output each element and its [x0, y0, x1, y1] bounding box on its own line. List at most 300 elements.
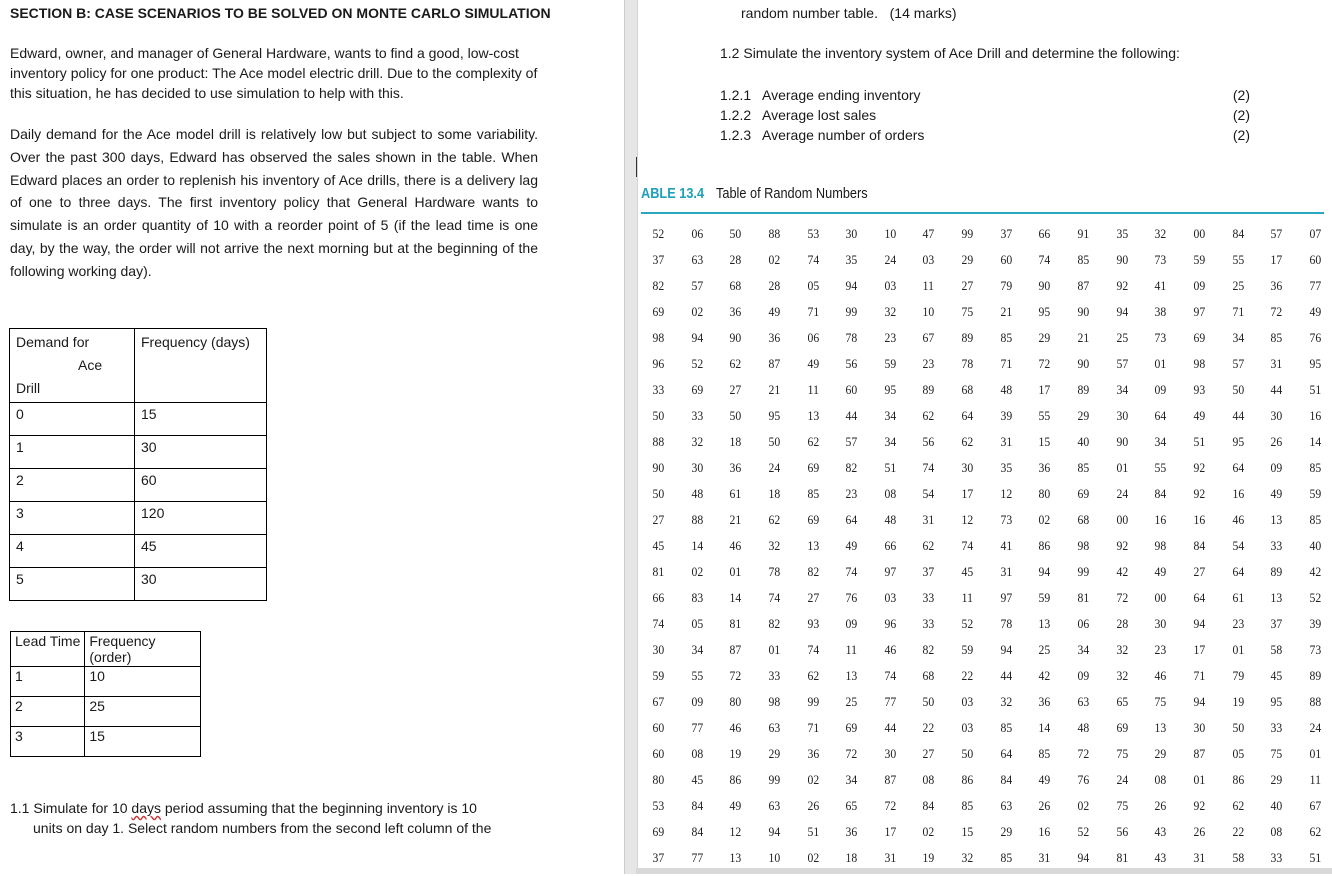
random-number-cell: 13: [1038, 616, 1051, 631]
random-number-cell: 55: [1038, 408, 1051, 423]
random-number-cell: 16: [1154, 512, 1167, 527]
random-number-cell: 36: [807, 746, 819, 761]
random-number-cell: 33: [768, 668, 781, 683]
random-number-cell: 14: [1038, 720, 1051, 735]
random-number-cell: 15: [1038, 434, 1051, 449]
random-number-cell: 64: [1232, 460, 1244, 475]
demand-cell: 4: [10, 535, 135, 568]
random-number-cell: 43: [1154, 850, 1167, 865]
random-number-cell: 24: [884, 252, 897, 267]
random-number-cell: 82: [922, 642, 935, 657]
random-number-cell: 00: [1154, 590, 1167, 605]
random-number-cell: 86: [1038, 538, 1051, 553]
random-number-cell: 62: [1232, 798, 1244, 813]
random-number-cell: 40: [1077, 434, 1090, 449]
random-number-cell: 73: [1154, 252, 1167, 267]
table-row: [10, 469, 267, 502]
random-number-cell: 51: [807, 824, 819, 839]
random-number-cell: 79: [1232, 668, 1244, 683]
random-number-cell: 94: [845, 278, 858, 293]
header-frequency: Frequency (days): [135, 329, 267, 403]
random-number-cell: 27: [1193, 564, 1206, 579]
table-row: [10, 502, 267, 535]
random-number-cell: 38: [1154, 304, 1167, 319]
random-number-cell: 06: [1077, 616, 1090, 631]
random-number-cell: 02: [922, 824, 935, 839]
random-number-cell: 85: [1309, 460, 1322, 475]
random-number-cell: 06: [691, 226, 703, 241]
random-number-cell: 50: [729, 226, 742, 241]
random-number-cell: 95: [1309, 356, 1322, 371]
random-number-cell: 93: [1193, 382, 1206, 397]
random-number-cell: 60: [1000, 252, 1012, 267]
random-number-cell: 11: [807, 382, 819, 397]
random-number-cell: 45: [961, 564, 974, 579]
random-number-cell: 37: [1270, 616, 1283, 631]
random-number-cell: 05: [807, 278, 819, 293]
random-number-cell: 09: [845, 616, 858, 631]
random-number-cell: 19: [729, 746, 742, 761]
random-number-cell: 11: [961, 590, 974, 605]
random-number-cell: 29: [768, 746, 781, 761]
random-number-cell: 77: [884, 694, 897, 709]
random-number-cell: 30: [1270, 408, 1283, 423]
table-row: [10, 403, 267, 436]
random-number-cell: 53: [652, 798, 665, 813]
frequency-cell: 15: [135, 403, 267, 436]
random-number-cell: 31: [1038, 850, 1051, 865]
random-number-cell: 03: [961, 720, 974, 735]
random-number-cell: 30: [884, 746, 897, 761]
random-number-cell: 72: [845, 746, 858, 761]
random-number-cell: 88: [768, 226, 781, 241]
random-number-cell: 62: [807, 434, 819, 449]
random-number-cell: 49: [1309, 304, 1322, 319]
random-number-cell: 46: [1232, 512, 1244, 527]
random-number-cell: 80: [1038, 486, 1051, 501]
random-number-cell: 49: [1270, 486, 1283, 501]
random-number-cell: 69: [652, 304, 665, 319]
sub-question-1-2-3: [720, 125, 1250, 145]
random-number-cell: 75: [1116, 798, 1128, 813]
random-number-cell: 36: [768, 330, 781, 345]
random-number-cell: 13: [845, 668, 858, 683]
random-number-cell: 97: [1193, 304, 1206, 319]
random-number-cell: 93: [807, 616, 819, 631]
sub-number: 1.2.2: [720, 107, 752, 123]
random-number-cell: 27: [961, 278, 974, 293]
random-number-cell: 31: [1000, 564, 1012, 579]
random-number-cell: 82: [845, 460, 858, 475]
random-number-cell: 74: [1038, 252, 1051, 267]
random-number-cell: 07: [1309, 226, 1322, 241]
random-number-cell: 15: [961, 824, 974, 839]
random-number-cell: 30: [1154, 616, 1167, 631]
random-number-cell: 17: [1270, 252, 1283, 267]
frequency-cell: 30: [135, 436, 267, 469]
random-number-cell: 26: [1193, 824, 1206, 839]
random-number-cell: 26: [1270, 434, 1283, 449]
random-number-cell: 61: [1232, 590, 1244, 605]
random-number-cell: 71: [1232, 304, 1244, 319]
random-number-cell: 56: [922, 434, 935, 449]
lead-time-cell: 2: [11, 697, 85, 727]
random-number-cell: 94: [1000, 642, 1012, 657]
random-number-cell: 44: [1232, 408, 1244, 423]
random-number-cell: 49: [845, 538, 858, 553]
random-number-cell: 94: [1038, 564, 1051, 579]
random-number-cell: 82: [768, 616, 781, 631]
lead-time-table: [10, 631, 201, 757]
random-number-cell: 24: [1116, 486, 1128, 501]
table-header-row: [10, 329, 267, 403]
sub-label: Average ending inventory: [762, 87, 921, 103]
random-number-cell: 57: [691, 278, 703, 293]
random-number-cell: 61: [729, 486, 742, 501]
random-number-cell: 31: [1000, 434, 1012, 449]
random-number-cell: 24: [1116, 772, 1128, 787]
caption-number: ABLE 13.4: [641, 185, 705, 202]
random-number-cell: 31: [1193, 850, 1206, 865]
random-number-cell: 50: [961, 746, 974, 761]
random-number-cell: 94: [1077, 850, 1090, 865]
random-number-cell: 09: [1154, 382, 1167, 397]
random-number-cell: 54: [1232, 538, 1244, 553]
random-number-cell: 44: [1000, 668, 1012, 683]
random-number-cell: 33: [1270, 720, 1283, 735]
random-number-cell: 01: [1193, 772, 1206, 787]
random-number-cell: 82: [652, 278, 665, 293]
random-number-cell: 24: [1309, 720, 1322, 735]
random-number-cell: 97: [1000, 590, 1012, 605]
random-number-cell: 37: [922, 564, 935, 579]
random-number-cell: 00: [1116, 512, 1128, 527]
random-number-cell: 80: [729, 694, 742, 709]
random-number-cell: 91: [1077, 226, 1090, 241]
random-number-cell: 84: [1154, 486, 1167, 501]
random-number-cell: 94: [768, 824, 781, 839]
random-number-cell: 84: [1232, 226, 1244, 241]
random-number-cell: 99: [1077, 564, 1090, 579]
random-number-cell: 09: [1077, 668, 1090, 683]
random-number-cell: 59: [1193, 252, 1206, 267]
random-number-cell: 29: [961, 252, 974, 267]
random-number-cell: 66: [884, 538, 897, 553]
random-number-cell: 65: [1116, 694, 1128, 709]
random-number-cell: 49: [729, 798, 742, 813]
random-number-cell: 52: [961, 616, 974, 631]
random-number-cell: 36: [729, 304, 742, 319]
random-number-cell: 84: [1000, 772, 1012, 787]
random-number-cell: 68: [961, 382, 974, 397]
random-number-cell: 99: [807, 694, 819, 709]
random-number-cell: 12: [1000, 486, 1012, 501]
random-number-cell: 34: [691, 642, 703, 657]
random-number-cell: 77: [691, 850, 703, 865]
header-demand-line2: Ace: [78, 357, 103, 373]
header-frequency-order: Frequency (order): [85, 632, 201, 667]
random-number-cell: 47: [922, 226, 935, 241]
sub-number: 1.2.3: [720, 127, 752, 143]
random-number-cell: 50: [652, 486, 665, 501]
random-number-cell: 42: [1038, 668, 1051, 683]
random-number-cell: 90: [1116, 252, 1128, 267]
random-number-cell: 77: [691, 720, 703, 735]
random-number-cell: 96: [652, 356, 665, 371]
table-header-row: [11, 632, 201, 667]
random-number-cell: 50: [922, 694, 935, 709]
random-number-cell: 25: [1232, 278, 1244, 293]
random-number-cell: 58: [1232, 850, 1244, 865]
random-number-cell: 49: [1038, 772, 1051, 787]
q11-days-misspelled: days: [131, 800, 161, 816]
section-heading: SECTION B: CASE SCENARIOS TO BE SOLVED ON MONTE CARLO SIMULATION: [10, 5, 551, 21]
random-number-cell: 63: [768, 798, 781, 813]
random-number-cell: 85: [1270, 330, 1283, 345]
random-number-cell: 90: [1077, 304, 1090, 319]
lead-time-cell: 1: [11, 667, 85, 697]
header-demand-line3: Drill: [16, 380, 41, 396]
random-number-cell: 11: [1309, 772, 1321, 787]
random-number-cell: 55: [1232, 252, 1244, 267]
random-number-cell: 62: [922, 538, 935, 553]
random-number-cell: 23: [922, 356, 935, 371]
random-number-cell: 45: [1270, 668, 1283, 683]
random-number-cell: 26: [807, 798, 819, 813]
random-number-cell: 02: [691, 564, 703, 579]
random-number-cell: 14: [729, 590, 742, 605]
random-number-cell: 49: [807, 356, 819, 371]
sub-marks: (2): [1232, 127, 1250, 143]
random-number-cell: 67: [922, 330, 935, 345]
random-number-cell: 60: [652, 746, 665, 761]
random-number-cell: 40: [1309, 538, 1322, 553]
random-number-cell: 63: [1077, 694, 1090, 709]
random-number-cell: 84: [922, 798, 935, 813]
random-number-cell: 27: [922, 746, 935, 761]
random-number-cell: 88: [1309, 694, 1322, 709]
random-number-cell: 13: [807, 408, 819, 423]
random-number-cell: 01: [768, 642, 781, 657]
random-number-cell: 87: [1077, 278, 1090, 293]
random-number-cell: 16: [1193, 512, 1206, 527]
random-number-cell: 51: [884, 460, 897, 475]
random-number-cell: 75: [1116, 746, 1128, 761]
random-number-cell: 51: [1309, 850, 1322, 865]
random-number-cell: 00: [1193, 226, 1206, 241]
random-number-cell: 94: [1193, 616, 1206, 631]
random-number-cell: 75: [1154, 694, 1167, 709]
random-number-cell: 42: [1116, 564, 1128, 579]
random-table-caption: [641, 185, 868, 202]
random-number-cell: 35: [1000, 460, 1012, 475]
random-number-cell: 50: [1232, 720, 1244, 735]
random-number-table: [639, 226, 1332, 876]
random-number-cell: 60: [1309, 252, 1322, 267]
random-number-cell: 09: [1270, 460, 1283, 475]
random-number-cell: 26: [1038, 798, 1051, 813]
random-number-cell: 62: [1309, 824, 1322, 839]
random-number-cell: 02: [1038, 512, 1051, 527]
random-number-cell: 23: [1154, 642, 1167, 657]
random-number-cell: 86: [729, 772, 742, 787]
random-number-cell: 09: [1193, 278, 1206, 293]
random-number-cell: 84: [691, 798, 703, 813]
random-number-cell: 90: [729, 330, 742, 345]
random-number-cell: 22: [922, 720, 935, 735]
random-number-cell: 64: [845, 512, 858, 527]
random-number-cell: 17: [961, 486, 974, 501]
random-number-cell: 01: [1116, 460, 1128, 475]
random-number-cell: 81: [652, 564, 665, 579]
random-number-cell: 90: [1077, 356, 1090, 371]
random-number-cell: 28: [1116, 616, 1128, 631]
random-number-cell: 92: [1116, 278, 1128, 293]
random-number-cell: 78: [768, 564, 781, 579]
random-number-cell: 34: [884, 434, 897, 449]
random-number-cell: 98: [1077, 538, 1090, 553]
random-number-cell: 90: [652, 460, 665, 475]
random-number-cell: 74: [961, 538, 974, 553]
question-1-1-continued: random number table. (14 marks): [741, 5, 957, 21]
frequency-cell: 25: [85, 697, 201, 727]
random-number-cell: 10: [922, 304, 935, 319]
random-number-cell: 44: [1270, 382, 1283, 397]
random-number-cell: 78: [845, 330, 858, 345]
random-number-cell: 34: [1116, 382, 1128, 397]
random-number-cell: 01: [1309, 746, 1322, 761]
random-number-cell: 50: [652, 408, 665, 423]
random-number-cell: 72: [1116, 590, 1128, 605]
random-number-cell: 59: [652, 668, 665, 683]
random-number-cell: 71: [807, 720, 819, 735]
random-number-cell: 27: [652, 512, 665, 527]
random-number-cell: 74: [652, 616, 665, 631]
random-number-cell: 57: [1232, 356, 1244, 371]
random-number-cell: 89: [1270, 564, 1283, 579]
sub-label: Average lost sales: [762, 107, 877, 123]
q11-text-a: 1.1 Simulate for 10: [10, 800, 132, 816]
frequency-cell: 30: [135, 568, 267, 601]
random-number-cell: 16: [1232, 486, 1244, 501]
random-number-cell: 24: [768, 460, 781, 475]
random-number-cell: 06: [807, 330, 819, 345]
random-number-cell: 99: [768, 772, 781, 787]
random-number-cell: 08: [1154, 772, 1167, 787]
demand-cell: 5: [10, 568, 135, 601]
random-number-cell: 64: [1232, 564, 1244, 579]
random-number-cell: 74: [807, 642, 819, 657]
random-number-cell: 36: [1038, 460, 1051, 475]
random-number-cell: 92: [1193, 486, 1206, 501]
random-number-cell: 89: [1077, 382, 1090, 397]
demand-cell: 3: [10, 502, 135, 535]
random-number-cell: 35: [845, 252, 858, 267]
random-number-cell: 52: [1077, 824, 1090, 839]
random-number-cell: 89: [922, 382, 935, 397]
random-number-cell: 37: [1000, 226, 1012, 241]
random-number-cell: 48: [691, 486, 703, 501]
random-number-cell: 95: [768, 408, 781, 423]
random-number-cell: 95: [1270, 694, 1283, 709]
random-number-cell: 40: [1270, 798, 1283, 813]
random-number-cell: 83: [691, 590, 703, 605]
random-number-cell: 69: [1193, 330, 1206, 345]
random-number-cell: 56: [845, 356, 858, 371]
q11-text-b: period assuming that the beginning inventory is 10: [160, 800, 477, 816]
random-number-cell: 05: [691, 616, 703, 631]
random-number-cell: 02: [807, 772, 819, 787]
random-number-cell: 99: [961, 226, 974, 241]
random-number-cell: 05: [1232, 746, 1244, 761]
random-number-cell: 51: [1193, 434, 1206, 449]
random-number-cell: 48: [884, 512, 897, 527]
random-number-cell: 11: [845, 642, 858, 657]
random-number-cell: 13: [1154, 720, 1167, 735]
random-number-cell: 67: [652, 694, 665, 709]
random-number-cell: 81: [1077, 590, 1090, 605]
random-number-cell: 52: [1309, 590, 1322, 605]
table-row: [11, 697, 201, 727]
random-number-cell: 73: [1154, 330, 1167, 345]
random-number-cell: 86: [1232, 772, 1244, 787]
random-number-cell: 34: [1154, 434, 1167, 449]
random-number-cell: 01: [729, 564, 742, 579]
random-number-cell: 65: [845, 798, 858, 813]
random-number-cell: 03: [961, 694, 974, 709]
random-number-cell: 10: [884, 226, 897, 241]
frequency-cell: 15: [85, 727, 201, 757]
table-row: [10, 535, 267, 568]
random-number-cell: 54: [922, 486, 935, 501]
random-number-cell: 45: [652, 538, 665, 553]
frequency-cell: 60: [135, 469, 267, 502]
random-number-cell: 49: [1193, 408, 1206, 423]
random-number-cell: 41: [1154, 278, 1167, 293]
random-number-cell: 33: [1270, 538, 1283, 553]
random-number-cell: 46: [1154, 668, 1167, 683]
random-number-cell: 34: [884, 408, 897, 423]
random-number-cell: 43: [1154, 824, 1167, 839]
random-number-cell: 32: [884, 304, 897, 319]
random-number-cell: 87: [1193, 746, 1206, 761]
random-number-cell: 69: [652, 824, 665, 839]
random-number-cell: 14: [691, 538, 703, 553]
random-number-cell: 33: [652, 382, 665, 397]
random-number-cell: 79: [1000, 278, 1012, 293]
frequency-cell: 10: [85, 667, 201, 697]
random-number-cell: 14: [1309, 434, 1322, 449]
random-number-cell: 30: [845, 226, 858, 241]
random-number-cell: 98: [1193, 356, 1206, 371]
random-number-cell: 34: [1232, 330, 1244, 345]
random-number-cell: 69: [807, 512, 819, 527]
random-number-cell: 49: [1154, 564, 1167, 579]
random-number-cell: 62: [807, 668, 819, 683]
random-number-cell: 64: [1154, 408, 1167, 423]
random-number-cell: 32: [1154, 226, 1167, 241]
demand-frequency-table: [9, 328, 267, 601]
random-number-cell: 62: [922, 408, 935, 423]
random-number-cell: 31: [922, 512, 935, 527]
random-number-cell: 02: [1077, 798, 1090, 813]
intro-paragraph: Edward, owner, and manager of General Hardware, wants to find a good, low-cost inventory policy for one product: The Ace model electric drill. Due to the complexity of this situation, he has decided to use simulation to help with this.: [10, 45, 538, 101]
random-number-cell: 33: [922, 590, 935, 605]
table-row: [10, 568, 267, 601]
random-number-cell: 45: [691, 772, 703, 787]
random-number-cell: 56: [1116, 824, 1128, 839]
random-number-cell: 23: [1232, 616, 1244, 631]
